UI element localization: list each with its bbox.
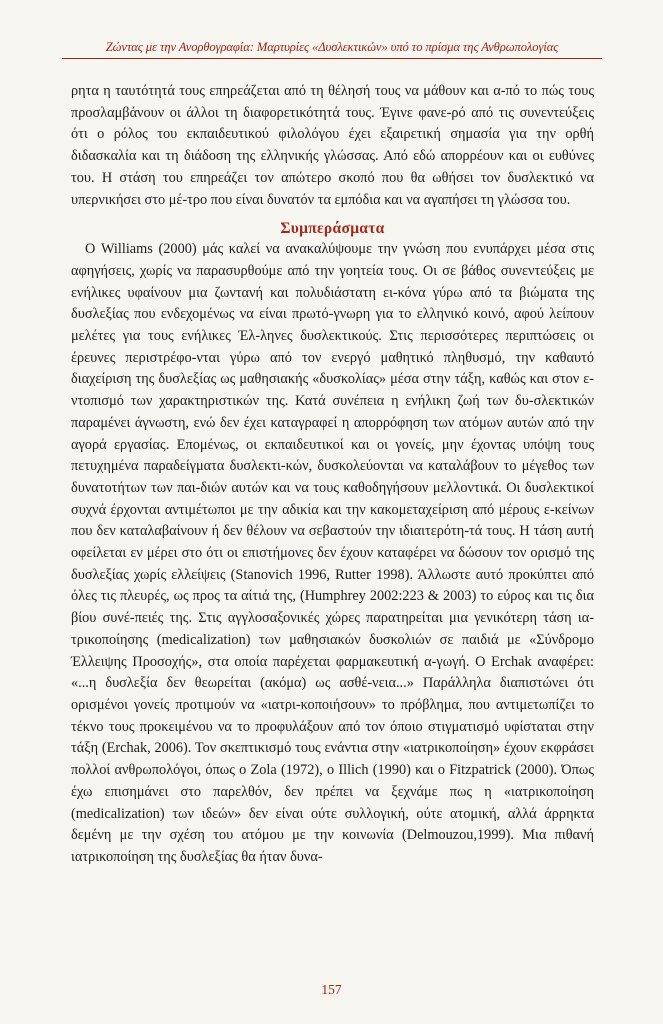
paragraph-2: Ο Williams (2000) μάς καλεί να ανακαλύψουμε την γνώση που ενυπάρχει μέσα στις αφηγήσεις, χωρίς να παρασυρθούμε από την γοητεία τους. Οι σε βάθος συνεντεύξεις με ενήλικες υφαίνουν μια ζωντανή και πολυδιάστατη ει-κόνα γύρω από τα βιώματα της δυσλεξίας που ενδεχομένως να είναι πρωτό-γνωρη για το ελληνικό κοινό, αφού λείπουν μελέτες για τους ενήλικες Έλ-ληνες δυσλεκτικούς. Στις περισσότερες περιπτώσεις οι έρευνες περιστρέφο-νται γύρω από τον ενεργό μαθητικό πληθυσμό, την καθαυτό διαχείριση της δυσλεξίας ως μαθησιακής «δυσκολίας» μέσα στην τάξη, καθώς και στον ε-ντοπισμό των χαρακτηριστικών της. Κατά συνέπεια η ενήλικη ζωή των δυ-σλεκτικών παραμένει άγνωστη, ενώ δεν έχει καταγραφεί η απορρόφηση των ατόμων αυτών από την αγορά εργασίας. Επομένως, οι εκπαιδευτικοί και οι γονείς, μην έχοντας υπόψη τους πετυχημένα παραδείγματα δυσλεκτι-κών, δυσκολεύονται να καταλάβουν το μέγεθος των δυνατοτήτων των παι-διών αυτών και να τους καθοδηγήσουν μελλοντικά. Οι δυσλεκτικοί συχνά έρχονται αντιμέτωποι με την αδικία και την κακομεταχείριση από μέρους ε-κείνων που δεν καταλαβαίνουν ή δεν θέλουν να σεβαστούν την ιδιαιτερότη-τά τους. Η τάση αυτή οφείλεται εν μέρει στο ότι οι επιστήμονες δεν έχουν καταφέρει να δώσουν τον ορισμό της δυσλεξίας χωρίς ελλείψεις (Stanovich 1996, Rutter 1998). Άλλωστε αυτό προκύπτει από όλες τις πλευρές, ως προς τα αίτιά της, (Humphrey 2002:223 & 2003) το εύρος και τις δια βίου συνέ-πειές της. Στις αγγλοσαξονικές χώρες παρατηρείται μια γενικότερη τάση ια-τρικοποίησης (medicalization) των μαθησιακών δυσκολιών σε παιδιά με «Σύνδρομο Έλλειψης Προσοχής», στα οποία παρέχεται φαρμακευτική α-γωγή. Ο Erchak αναφέρει: «...η δυσλεξία δεν θεωρείται (ακόμα) ως ασθέ-νεια...» Παράλληλα διαπιστώνει ότι ορισμένοι γονείς προτιμούν να «ιατρι-κοποιήσουν» το πρόβλημα, που αντιμετωπίζει το τέκνο τους προκειμένου να το προφυλάξουν από τον όποιο στιγματισμό υφίσταται στην τάξη (Erchak, 2006). Τον σκεπτικισμό τους ενάντια στην «ιατρικοποίηση» έχουν εκφράσει πολλοί ανθρωπολόγοι, όπως ο Zola (1972), ο Illich (1990) και ο Fitzpatrick (2000). Όπως έχω επισημάνει στο παρελθόν, δεν πρέπει να ξεχνάμε πως η «ιατρικοποίηση (medicalization) των ιδεών» δεν είναι ούτε συλλογική, ούτε ατομική, αλλά άρρηκτα δεμένη με την σχέση του ατόμου με την κοινωνία (Delmouzou,1999). Μια πιθανή ιατρικοποίηση της δυσλεξίας θα ήταν δυνα- (71, 241, 594, 865)
header-rule (62, 58, 602, 59)
paragraph-1: ρητα η ταυτότητά τους επηρεάζεται από τη θέλησή τους να μάθουν και α-πό το πώς τους προσλαμβάνουν οι άλλοι τη διαφορετικότητά τους. Έγινε φανε-ρό από τις συνεντεύξεις ότι ο ρόλος του εκπαιδευτικού φιλολόγου έχει εξαιρετική σημασία για την ορθή διδασκαλία και τη διάδοση της ελληνικής γλώσσας. Από εδώ απορρέουν και οι ευθύνες του. Η στάση του επηρεάζει τον απώτερο σκοπό που θα ωθήσει τον δυσλεκτικό να υπερνικήσει στο μέ-τρο που είναι δυνατόν τα εμπόδια και να αγαπήσει τη γλώσσα του. (71, 83, 594, 208)
running-head: Ζώντας με την Ανορθογραφία: Μαρτυρίες «Δυσλεκτικών» υπό το πρίσμα της Ανθρωπολογίας (105, 40, 559, 54)
page-body (71, 81, 594, 869)
page-number: 157 (321, 982, 342, 997)
section-title: Συμπεράσματα (280, 220, 385, 238)
